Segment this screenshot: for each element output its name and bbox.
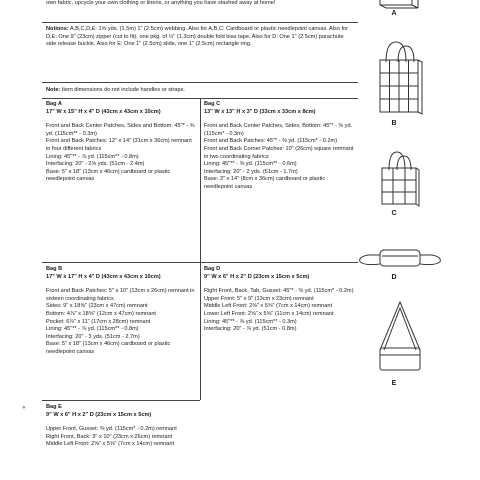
bag-line: Base: 5" x 18" (13cm x 46cm) cardboard or plastic needlepoint canvas	[46, 341, 171, 355]
divider	[42, 262, 358, 263]
bag-line: Middle Left Front: 2⅝" x 5⅝" (7cm x 14cm) remnant	[46, 441, 175, 448]
notions-label: Notions:	[46, 26, 69, 32]
bag-sketches	[356, 0, 480, 480]
figure-label-a: A	[391, 10, 397, 17]
bag-line: Lower Left Front: 2⅝" x 5⅝" (11cm x 14cm) remnant	[204, 310, 334, 317]
bag-b-sketch	[380, 42, 422, 114]
bag-line: Base: 3" x 14" (8cm x 36cm) cardboard or plastic needlepoint canvas	[204, 176, 326, 190]
bag-line: Front and Back Patches: 45"* - ⅜ yd. (115cm* - 0.2m)	[204, 138, 338, 145]
bag-e-section	[46, 404, 196, 449]
bag-line: Right Front, Back, Tab, Gusset: 45"* - ⅜ yd. (115cm* - 0.2m)	[204, 288, 354, 295]
intro-text: own fabric, upcycle your own clothing or linens, or anything you have stashed away at home!	[46, 0, 276, 6]
bag-title: Bag B	[46, 266, 63, 272]
divider	[42, 400, 200, 401]
bag-line: Interfacing: 20" - 2 yds. (51cm - 1.7m)	[204, 168, 298, 175]
bag-line: Pocket: 6⅞" x 11" (17cm x 28cm) remnant	[46, 318, 151, 325]
note-block	[46, 87, 352, 95]
bag-dimensions: 17" W x 15" H x 4" D (43cm x 43cm x 10cm)	[46, 108, 161, 115]
bag-line: Middle Left Front: 2⅝" x 5⅝" (7cm x 14cm) remnant	[204, 303, 333, 310]
margin-mark: ●	[22, 405, 26, 411]
bag-title: Bag E	[46, 404, 62, 410]
bag-a-sketch	[380, 0, 418, 8]
bag-line: Front and Back Corner Patches: 10" (26cm) square remnant in two coordinating fabrics	[204, 145, 354, 160]
divider	[42, 82, 358, 83]
column-divider	[200, 98, 201, 400]
bag-c-sketch	[382, 152, 419, 206]
bag-line: Lining: 45"** - ⅞ yd. (115cm** - 0.8m)	[46, 153, 139, 160]
bag-dimensions: 9" W x 6" H x 2" D (23cm x 15cm x 5cm)	[204, 273, 310, 280]
notions-block	[46, 26, 352, 49]
bag-line: Upper Front: 5" x 9" (13cm x 23cm) remnant	[204, 295, 314, 302]
bag-line: Bottom: 4⅞" x 18⅝" (12cm x 47cm) remnant	[46, 310, 156, 317]
bag-line: Interfacing: 20" - 2⅝ yds. (51cm - 2.4m)	[46, 161, 145, 168]
bag-dimensions: 9" W x 6" H x 2" D (23cm x 15cm x 5cm)	[46, 411, 152, 418]
bag-line: Interfacing: 20" - 3 yds. (51cm - 2.7m)	[46, 333, 140, 340]
bag-line: Interfacing: 20" - ⅞ yd. (51cm - 0.8m)	[204, 326, 297, 333]
bag-c-section	[204, 101, 354, 192]
divider	[42, 22, 358, 23]
bag-title: Bag A	[46, 101, 62, 107]
figure-label-c: C	[391, 210, 397, 217]
bag-line: Upper Front, Gusset: ⅜ yd. (115cm* - 0.2m) remnant	[46, 426, 177, 433]
bag-line: Lining: 45"** - ⅝ yd. (115cm** - 0.6m)	[204, 161, 297, 168]
bag-a-section	[46, 101, 196, 184]
bag-line: Right Front, Back: 9" x 10" (23cm x 26cm) remnant	[46, 433, 173, 440]
figure-label-b: B	[391, 120, 397, 127]
bag-line: Front and Back Patches: 12" x 14" (31cm x 36cm) remnant in four different fabrics	[46, 138, 192, 152]
bag-line: Sides: 9" x 18⅝" (23cm x 47cm) remnant	[46, 303, 148, 310]
note-text: Item dimensions do not include handles or straps.	[61, 87, 185, 93]
figure-label-e: E	[391, 380, 397, 387]
bag-d-section	[204, 266, 354, 334]
note-label: Note:	[46, 87, 61, 93]
bag-line: Front and Back Center Patches, Sides and Bottom: 45"* - ⅜ yd. (115cm** - 0.3m)	[46, 123, 195, 137]
bag-line: Base: 5" x 18" (13cm x 46cm) cardboard or plastic needlepoint canvas	[46, 168, 171, 183]
bag-e-sketch	[380, 302, 420, 370]
bag-line: Front and Back Center Patches, Sides, Bottom: 45"* - ⅜ yd. (115cm* - 0.3m)	[204, 123, 353, 137]
bag-illustrations	[356, 0, 480, 480]
bag-d-sketch	[360, 250, 441, 266]
bag-line: Lining: 45"** - ⅞ yd. (115cm** - 0.8m)	[46, 326, 139, 333]
bag-b-section	[46, 266, 196, 357]
yardage-column	[42, 0, 358, 480]
bag-line: Front and Back Patches: 5" x 10" (13cm x 26cm) remnant in sixteen coordinating fabrics	[46, 288, 195, 302]
bag-line: Lining: 45"** - ⅜ yd. (115cm** - 0.3m)	[204, 318, 297, 325]
figure-label-d: D	[391, 274, 397, 281]
bag-title: Bag C	[204, 101, 221, 107]
bag-title: Bag D	[204, 266, 221, 272]
bag-dimensions: 17" W x 17" H x 4" D (43cm x 43cm x 10cm)	[46, 273, 161, 280]
bag-dimensions: 13" W x 13" H x 3" D (33cm x 33cm x 8cm)	[204, 108, 316, 115]
notions-text: A,B,C,D,E: 1⅝ yds. (1.5m) 1" (2.5cm) webbing. Also for A,B,C: Cardboard or plastic needlepoint canvas. Also for D,E: One 9" (23cm) zipper (cut to fit), one pkg. of ½" (1.3cm) double fold bias tape. Also for D: One 1" (2.5cm) parachute side release buckle. Also for E: One 1" (2.5cm) slide, one 1" (2.5cm) rectangle ring.	[46, 26, 349, 48]
